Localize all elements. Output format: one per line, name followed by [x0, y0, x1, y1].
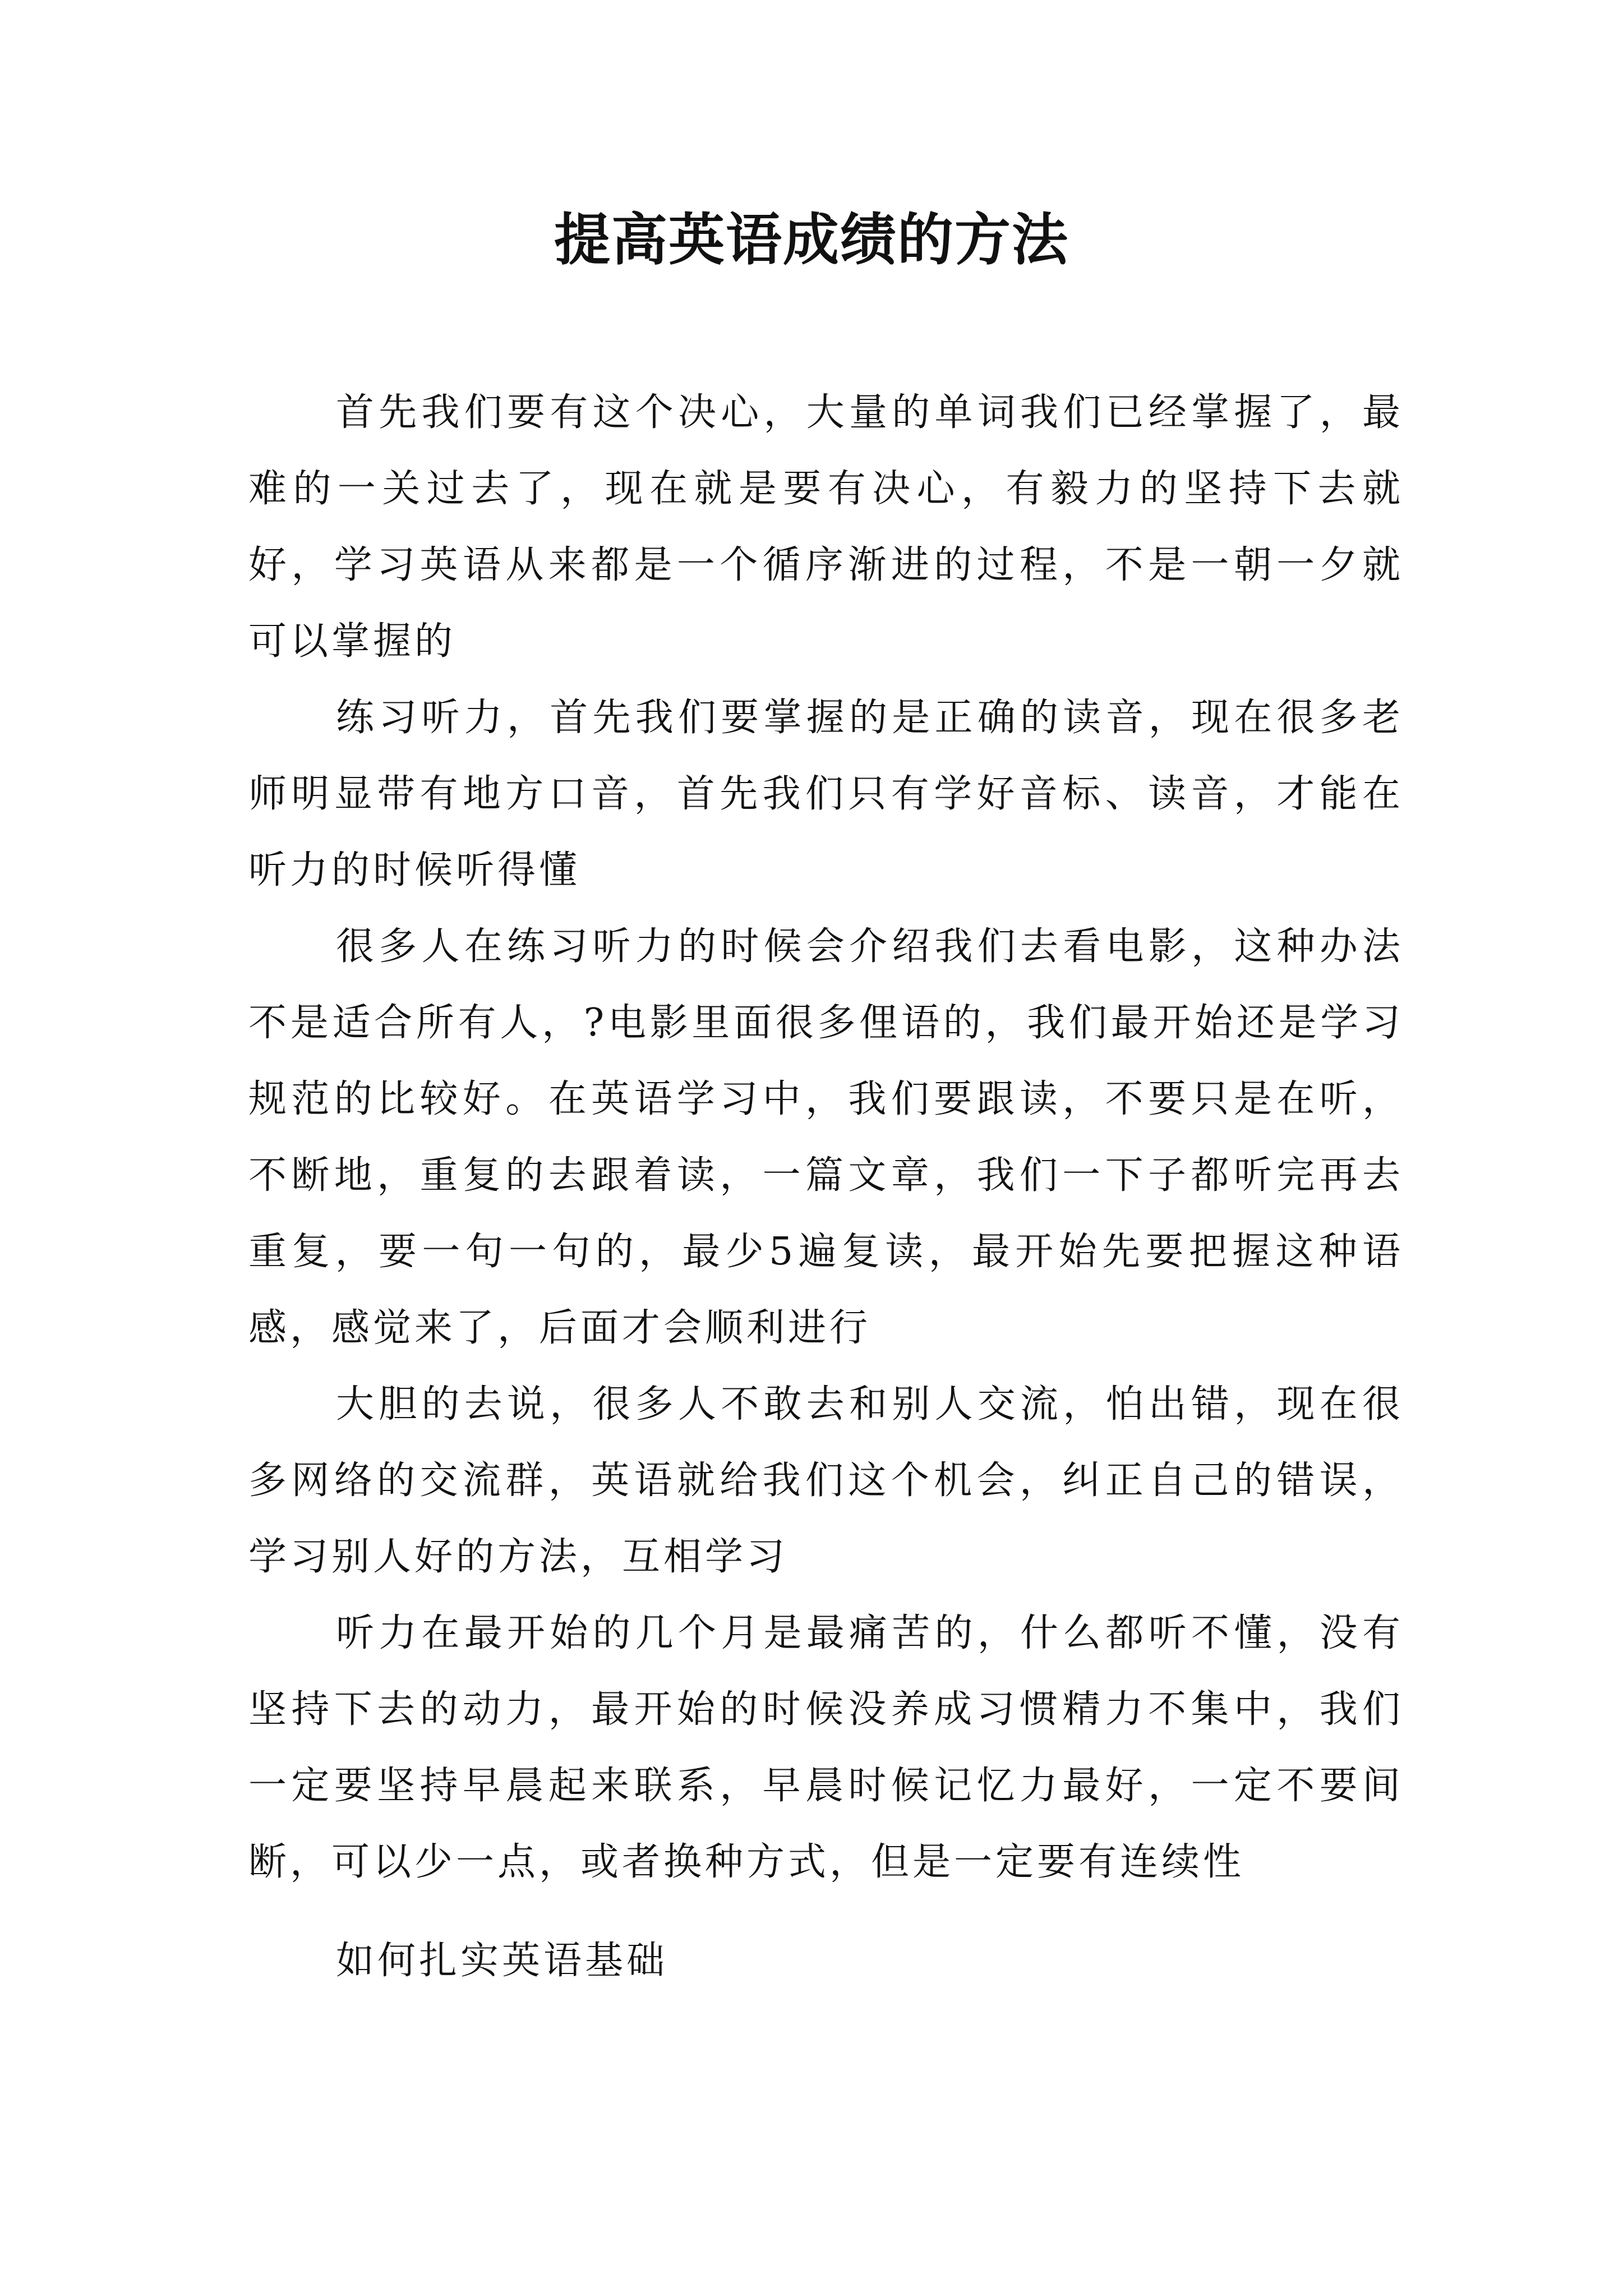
document-body	[248, 375, 1404, 1999]
paragraph-listening-pronunciation: 练习听力，首先我们要掌握的是正确的读音，现在很多老师明显带有地方口音，首先我们只有学好音标、读音，才能在听力的时候听得懂	[248, 696, 1404, 892]
paragraph-determination: 首先我们要有这个决心，大量的单词我们已经掌握了，最难的一关过去了，现在就是要有决心，有毅力的坚持下去就好，学习英语从来都是一个循序渐进的过程，不是一朝一夕就可以掌握的	[248, 390, 1404, 664]
section-heading-foundation: 如何扎实英语基础	[336, 1939, 668, 1983]
document-title: 提高英语成绩的方法	[554, 206, 1069, 273]
paragraph-persistence: 听力在最开始的几个月是最痛苦的，什么都听不懂，没有坚持下去的动力，最开始的时候没养成习惯精力不集中，我们一定要坚持早晨起来联系，早晨时候记忆力最好，一定不要间断，可以少一点，或者换种方式，但是一定要有连续性	[248, 1611, 1404, 1884]
paragraph-listening-practice: 很多人在练习听力的时候会介绍我们去看电影，这种办法不是适合所有人，?电影里面很多俚语的，我们最开始还是学习规范的比较好。在英语学习中，我们要跟读，不要只是在听，不断地，重复的去跟着读，一篇文章，我们一下子都听完再去重复，要一句一句的，最少5遍复读，最开始先要把握这种语感，感觉来了，后面才会顺利进行	[248, 924, 1404, 1350]
paragraph-speaking: 大胆的去说，很多人不敢去和别人交流，怕出错，现在很多网络的交流群，英语就给我们这个机会，纠正自己的错误，学习别人好的方法，互相学习	[248, 1382, 1404, 1579]
